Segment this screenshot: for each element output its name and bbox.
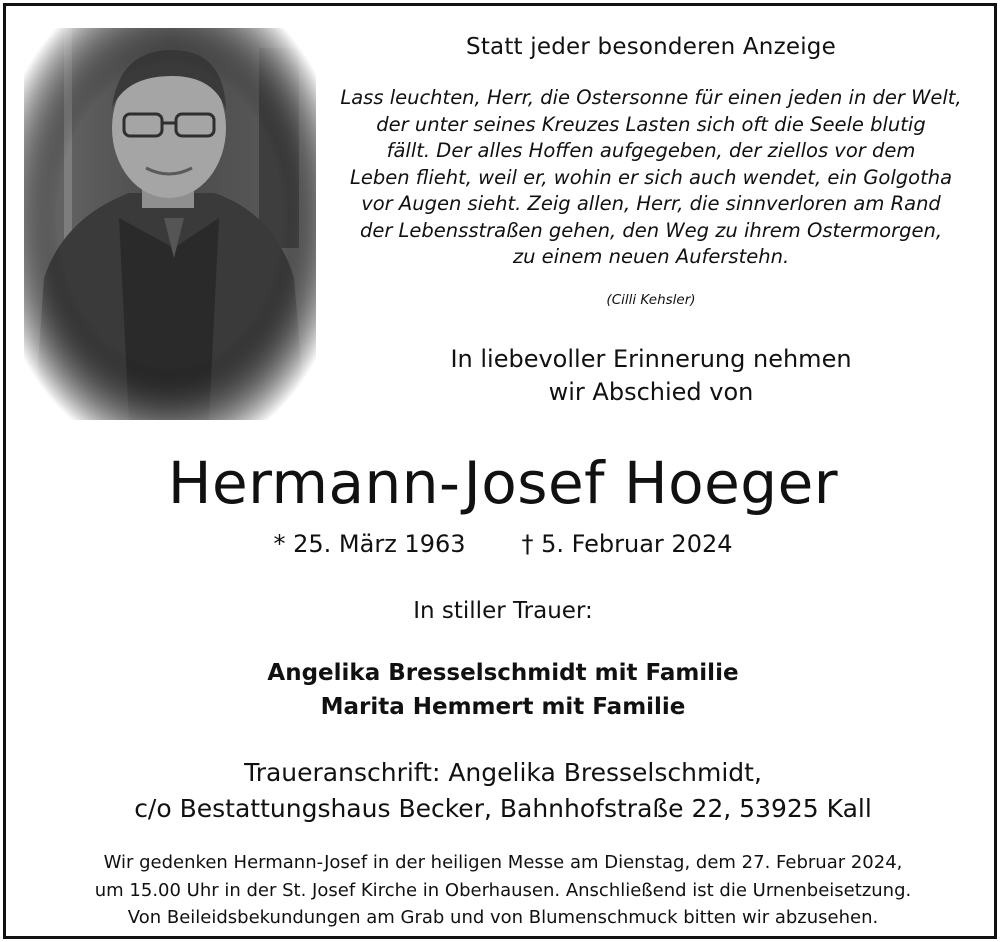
mass-notice bbox=[6, 849, 1000, 932]
remembrance-line: wir Abschied von bbox=[548, 378, 754, 406]
mass-line: Wir gedenken Hermann-Josef in der heiligen Messe am Dienstag, dem 27. Februar 2024, bbox=[103, 852, 903, 873]
poem-line: Lass leuchten, Herr, die Ostersonne für einen jeden in der Welt, bbox=[340, 86, 962, 109]
address-line: c/o Bestattungshaus Becker, Bahnhofstraße 22, 53925 Kall bbox=[134, 794, 872, 823]
mass-line: um 15.00 Uhr in der St. Josef Kirche in Oberhausen. Anschließend ist die Urnenbeisetzung. bbox=[94, 879, 912, 901]
death-date: † 5. Februar 2024 bbox=[521, 530, 733, 558]
poem-source: (Cilli Kehsler) bbox=[606, 292, 696, 308]
poem-line: fällt. Der alles Hoffen aufgegeben, der ziellos vor dem bbox=[386, 139, 916, 162]
poem-line: Leben flieht, weil er, wohin er sich auch wendet, ein Golgotha bbox=[349, 165, 953, 189]
birth-date: * 25. März 1963 bbox=[273, 530, 466, 558]
poem-line: der Lebensstraßen gehen, den Weg zu ihrem Ostermorgen, bbox=[359, 218, 943, 242]
remembrance-line: In liebevoller Erinnerung nehmen bbox=[450, 345, 852, 373]
mass-line: Von Beileidsbekundungen am Grab und von Blumenschmuck bitten wir abzusehen. bbox=[127, 907, 879, 928]
portrait-photo bbox=[24, 28, 316, 420]
obituary-notice bbox=[3, 3, 997, 939]
mourning-intro: In stiller Trauer: bbox=[413, 598, 593, 624]
poem-line: zu einem neuen Auferstehn. bbox=[512, 245, 790, 268]
poem-line: der unter seines Kreuzes Lasten sich oft die Seele blutig bbox=[376, 112, 926, 136]
poem bbox=[316, 85, 986, 271]
remembrance-text bbox=[316, 343, 986, 409]
mourners-list bbox=[6, 656, 1000, 724]
deceased-name: Hermann-Josef Hoeger bbox=[167, 449, 839, 517]
mourner: Angelika Bresselschmidt mit Familie bbox=[267, 660, 739, 686]
mourning-address bbox=[6, 755, 1000, 827]
portrait-photo-icon bbox=[24, 28, 316, 420]
notice-heading: Statt jeder besonderen Anzeige bbox=[466, 34, 836, 60]
poem-line: vor Augen sieht. Zeig allen, Herr, die sinnverloren am Rand bbox=[361, 192, 941, 215]
life-dates bbox=[6, 530, 1000, 558]
address-line: Traueranschrift: Angelika Bresselschmidt, bbox=[244, 758, 762, 787]
mourner: Marita Hemmert mit Familie bbox=[320, 694, 686, 720]
